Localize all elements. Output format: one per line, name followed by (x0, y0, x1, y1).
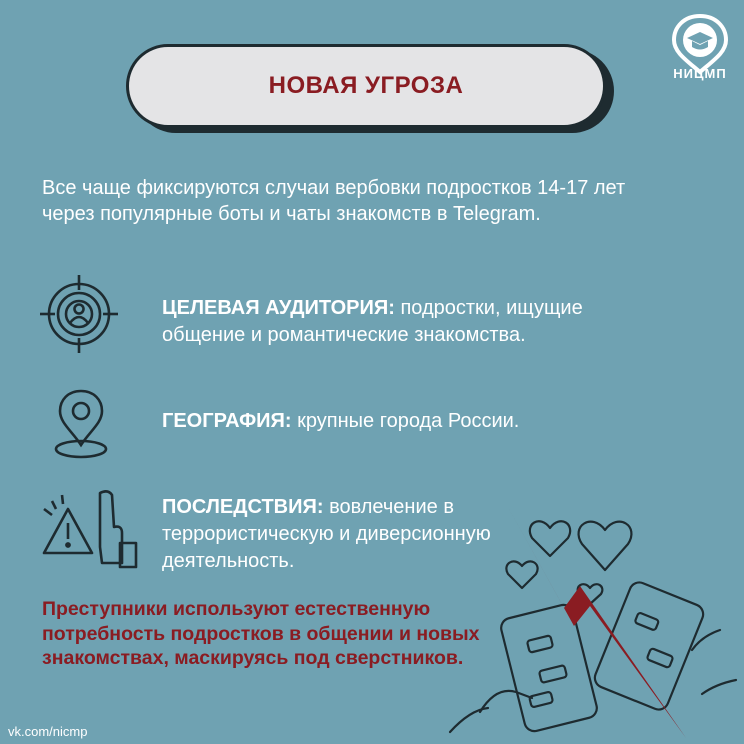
title-pill (126, 44, 606, 128)
warning-text: Преступники используют естественную потребность подростков в общении и новых знакомствах, маскируясь под сверстников. (42, 598, 480, 669)
target-user-icon (38, 273, 120, 355)
consequences-label: ПОСЛЕДСТВИЯ: (162, 496, 324, 518)
geography-text: крупные города России. (291, 410, 520, 432)
audience-text: подростки, ищущие общение и романтические знакомства. (162, 297, 583, 346)
footer-link[interactable]: vk.com/nicmp (8, 724, 88, 739)
geography-item (162, 408, 632, 435)
logo-text: НИЦМП (673, 66, 727, 81)
location-pin-icon (48, 385, 114, 461)
warning-stop-hand-icon (38, 487, 142, 575)
geography-label: ГЕОГРАФИЯ: (162, 410, 292, 432)
audience-label: ЦЕЛЕВАЯ АУДИТОРИЯ: (162, 297, 395, 319)
page-title: НОВАЯ УГРОЗА (268, 72, 464, 99)
intro-text: Все чаще фиксируются случаи вербовки подростков 14-17 лет через популярные боты и чаты знакомств в Telegram. (42, 177, 626, 225)
audience-item (162, 295, 632, 349)
consequences-text: вовлечение в террористическую и диверсионную деятельность. (162, 496, 491, 572)
